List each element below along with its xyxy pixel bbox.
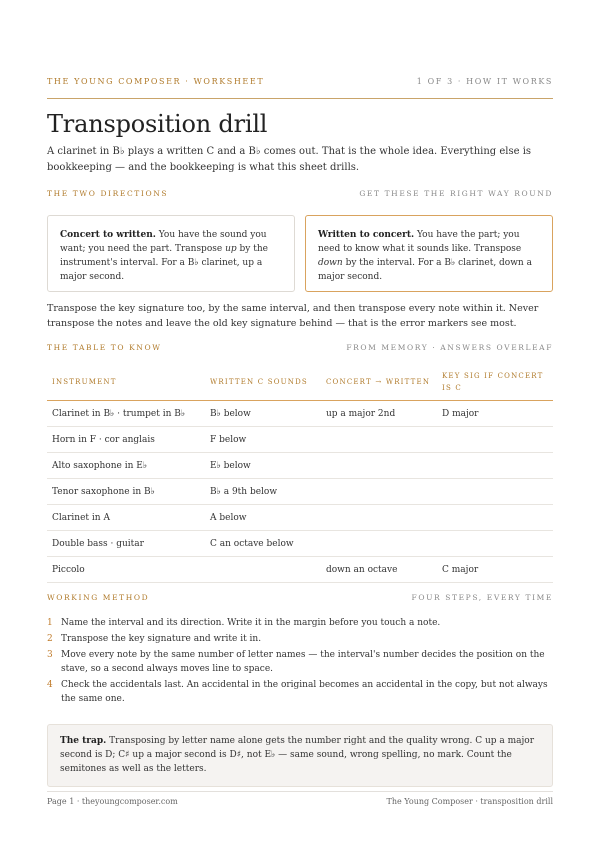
column-header: WRITTEN C SOUNDS — [205, 364, 321, 401]
table-cell — [437, 453, 553, 479]
transposition-table — [47, 364, 553, 583]
table-header-row — [47, 364, 553, 401]
list-item — [47, 678, 553, 706]
table-row — [47, 505, 553, 531]
table-cell — [437, 427, 553, 453]
section-title: THE TABLE TO KNOW — [47, 343, 162, 352]
card-concert-to-written — [47, 215, 295, 292]
section-title: WORKING METHOD — [47, 593, 150, 602]
list-item — [47, 616, 553, 630]
table-cell — [205, 557, 321, 583]
step-text: Name the interval and its direction. Write it in the margin before you touch a note. — [61, 618, 441, 628]
table-cell — [321, 531, 437, 557]
table-cell: A below — [205, 505, 321, 531]
table-cell: up a major 2nd — [321, 401, 437, 427]
table-row — [47, 427, 553, 453]
section-heading-method — [47, 593, 553, 602]
table-cell — [321, 479, 437, 505]
card-written-to-concert — [305, 215, 553, 292]
step-text: Move every note by the same number of letter names — the interval's number decides the position on the stave, so a second always moves line to space. — [61, 650, 545, 674]
table-cell: B♭ below — [205, 401, 321, 427]
section-note: GET THESE THE RIGHT WAY ROUND — [359, 189, 553, 198]
step-text: Check the accidentals last. An accidental in the original becomes an accidental in the copy, but not always the same one. — [61, 680, 548, 704]
header-divider — [47, 98, 553, 99]
table-cell — [437, 531, 553, 557]
column-header: INSTRUMENT — [47, 364, 205, 401]
table-cell: down an octave — [321, 557, 437, 583]
trap-callout — [47, 724, 553, 787]
card-text: by the interval. For a B♭ clarinet, down a major second. — [318, 258, 532, 282]
page-indicator: 1 OF 3 · HOW IT WORKS — [416, 77, 553, 86]
table-cell — [437, 479, 553, 505]
card-label: Written to concert. — [318, 230, 415, 240]
table-cell: F below — [205, 427, 321, 453]
table-cell: Horn in F · cor anglais — [47, 427, 205, 453]
table-cell: Clarinet in A — [47, 505, 205, 531]
key-signature-paragraph: Transpose the key signature too, by the same interval, and then transpose every note within it. Never transpose the notes and leave the old key signature behind — that is the error markers see most. — [47, 303, 539, 329]
table-cell: Alto saxophone in E♭ — [47, 453, 205, 479]
table-cell — [321, 505, 437, 531]
table-cell: Clarinet in B♭ · trumpet in B♭ — [47, 401, 205, 427]
table-cell: D major — [437, 401, 553, 427]
column-header: KEY SIG IF CONCERT IS C — [437, 364, 553, 401]
footer-right: The Young Composer · transposition drill — [386, 797, 553, 806]
table-cell: B♭ a 9th below — [205, 479, 321, 505]
footer-divider — [47, 791, 553, 792]
step-text: Transpose the key signature and write it in. — [61, 634, 262, 644]
table-cell — [321, 427, 437, 453]
table-row — [47, 479, 553, 505]
section-heading-table — [47, 343, 553, 352]
list-item — [47, 632, 553, 646]
section-note: FOUR STEPS, EVERY TIME — [411, 593, 553, 602]
series-label: THE YOUNG COMPOSER · WORKSHEET — [47, 77, 265, 86]
card-label: Concert to written. — [60, 230, 156, 240]
card-emphasis: up — [225, 244, 237, 254]
trap-text: Transposing by letter name alone gets the number right and the quality wrong. C up a major second is D; C♯ up a major second is D♯, not E♭ — same sound, wrong spelling, no mark. Count the semitones as well as the letters. — [60, 736, 534, 774]
card-text: You have the sound you want; you need the part. Transpose — [60, 230, 267, 254]
section-heading-directions — [47, 189, 553, 198]
card-emphasis: down — [318, 258, 343, 268]
section-title: THE TWO DIRECTIONS — [47, 189, 169, 198]
list-item — [47, 648, 553, 676]
method-steps — [47, 616, 553, 708]
step-number: 3 — [47, 650, 53, 660]
table-row — [47, 401, 553, 427]
table-cell: Double bass · guitar — [47, 531, 205, 557]
table-cell: C an octave below — [205, 531, 321, 557]
table-cell: E♭ below — [205, 453, 321, 479]
column-header: CONCERT → WRITTEN — [321, 364, 437, 401]
step-number: 1 — [47, 618, 53, 628]
intro-paragraph: A clarinet in B♭ plays a written C and a B♭ comes out. That is the whole idea. Everything else is bookkeeping — and the bookkeeping is what this sheet drills. — [47, 146, 532, 173]
table-row — [47, 531, 553, 557]
trap-label: The trap. — [60, 736, 107, 746]
table-row — [47, 453, 553, 479]
step-number: 2 — [47, 634, 53, 644]
table-cell — [437, 505, 553, 531]
page-header — [47, 77, 553, 86]
table-cell — [321, 453, 437, 479]
page-footer — [47, 797, 553, 806]
section-note: FROM MEMORY · ANSWERS OVERLEAF — [346, 343, 553, 352]
table-cell: Piccolo — [47, 557, 205, 583]
step-number: 4 — [47, 680, 53, 690]
direction-cards — [47, 215, 553, 292]
table-row — [47, 557, 553, 583]
card-text: by the instrument's interval. For a B♭ clarinet, up a major second. — [60, 244, 268, 282]
footer-left: Page 1 · theyoungcomposer.com — [47, 797, 178, 806]
table-cell: C major — [437, 557, 553, 583]
page-title: Transposition drill — [47, 110, 268, 138]
table-cell: Tenor saxophone in B♭ — [47, 479, 205, 505]
card-text: You have the part; you need to know what it sounds like. Transpose — [318, 230, 522, 254]
